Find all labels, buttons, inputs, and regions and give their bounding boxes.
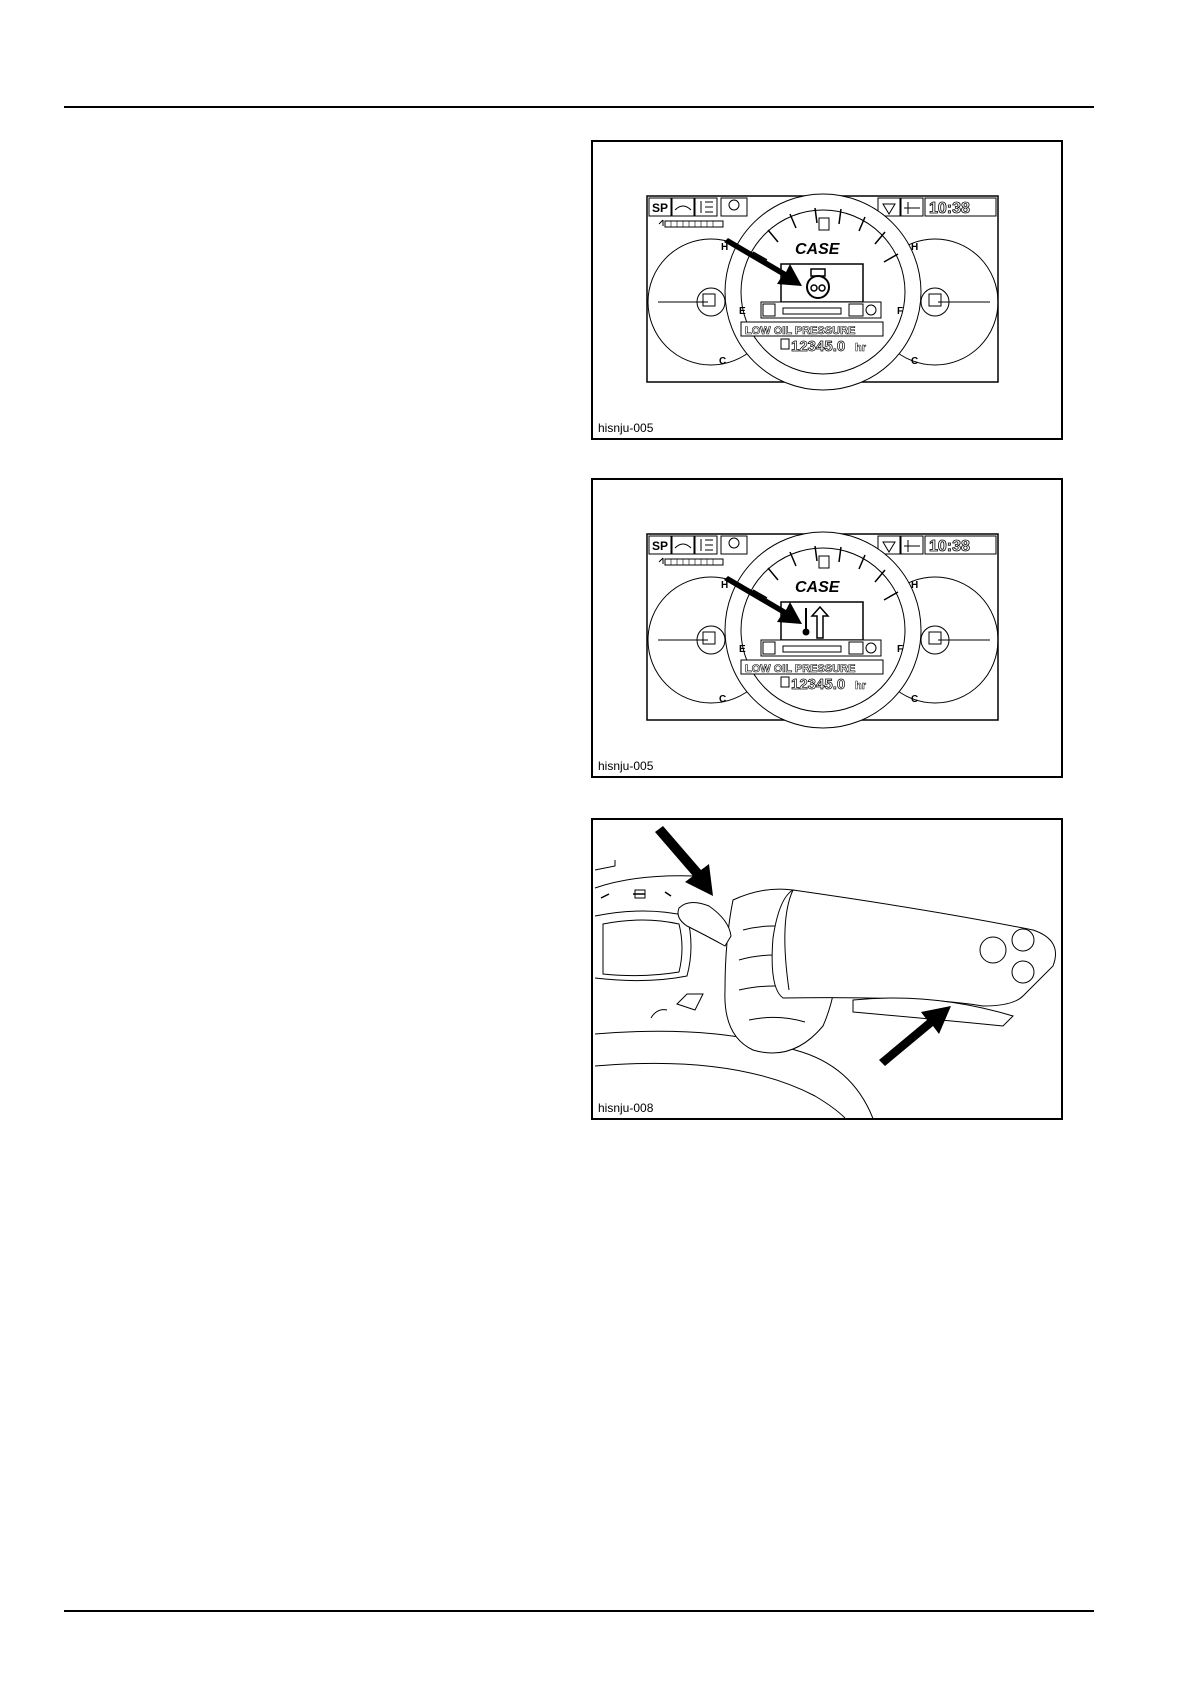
- figure-monitor-oil-pressure: [591, 140, 1063, 440]
- hour-unit: hr: [855, 680, 866, 692]
- gauge-label-h-right: H: [911, 242, 919, 253]
- clock-readout: 10:38: [929, 538, 970, 555]
- gauge-label-c-right: C: [911, 694, 919, 705]
- gauge-label-h-left: H: [721, 580, 729, 591]
- footer-rule: [64, 1610, 1094, 1612]
- hour-meter: 12345.0: [791, 676, 846, 693]
- header-rule: [64, 106, 1094, 108]
- gauge-label-f: F: [897, 306, 904, 317]
- gauge-label-c-right: C: [911, 356, 919, 367]
- gauge-label-e: E: [739, 306, 746, 317]
- message-text: LOW OIL PRESSURE: [745, 325, 856, 337]
- gauge-label-h-left: H: [721, 242, 729, 253]
- figure-monitor-coolant-temperature: [591, 478, 1063, 778]
- gauge-label-f: F: [897, 644, 904, 655]
- message-text: LOW OIL PRESSURE: [745, 663, 856, 675]
- gauge-label-c-left: C: [719, 694, 727, 705]
- figure-caption: hisnju-005: [598, 759, 654, 773]
- gauge-label-c-left: C: [719, 356, 727, 367]
- case-logo: CASE: [795, 579, 840, 596]
- gauge-label-e: E: [739, 644, 746, 655]
- hour-unit: hr: [855, 342, 866, 354]
- control-lever-with-switch-icon: [593, 820, 1061, 1118]
- sp-icon: SP: [652, 539, 669, 553]
- monitor-display-illustration: [593, 142, 1061, 438]
- case-logo: CASE: [795, 241, 840, 258]
- sp-icon: SP: [652, 201, 669, 215]
- figure-control-lever: [591, 818, 1063, 1120]
- monitor-display-illustration: [593, 480, 1061, 776]
- clock-readout: 10:38: [929, 200, 970, 217]
- pointer-arrow-switch: [655, 826, 713, 896]
- figure-caption: hisnju-005: [598, 421, 654, 435]
- hour-meter: 12345.0: [791, 338, 846, 355]
- gauge-label-h-right: H: [911, 580, 919, 591]
- figure-caption: hisnju-008: [598, 1101, 654, 1115]
